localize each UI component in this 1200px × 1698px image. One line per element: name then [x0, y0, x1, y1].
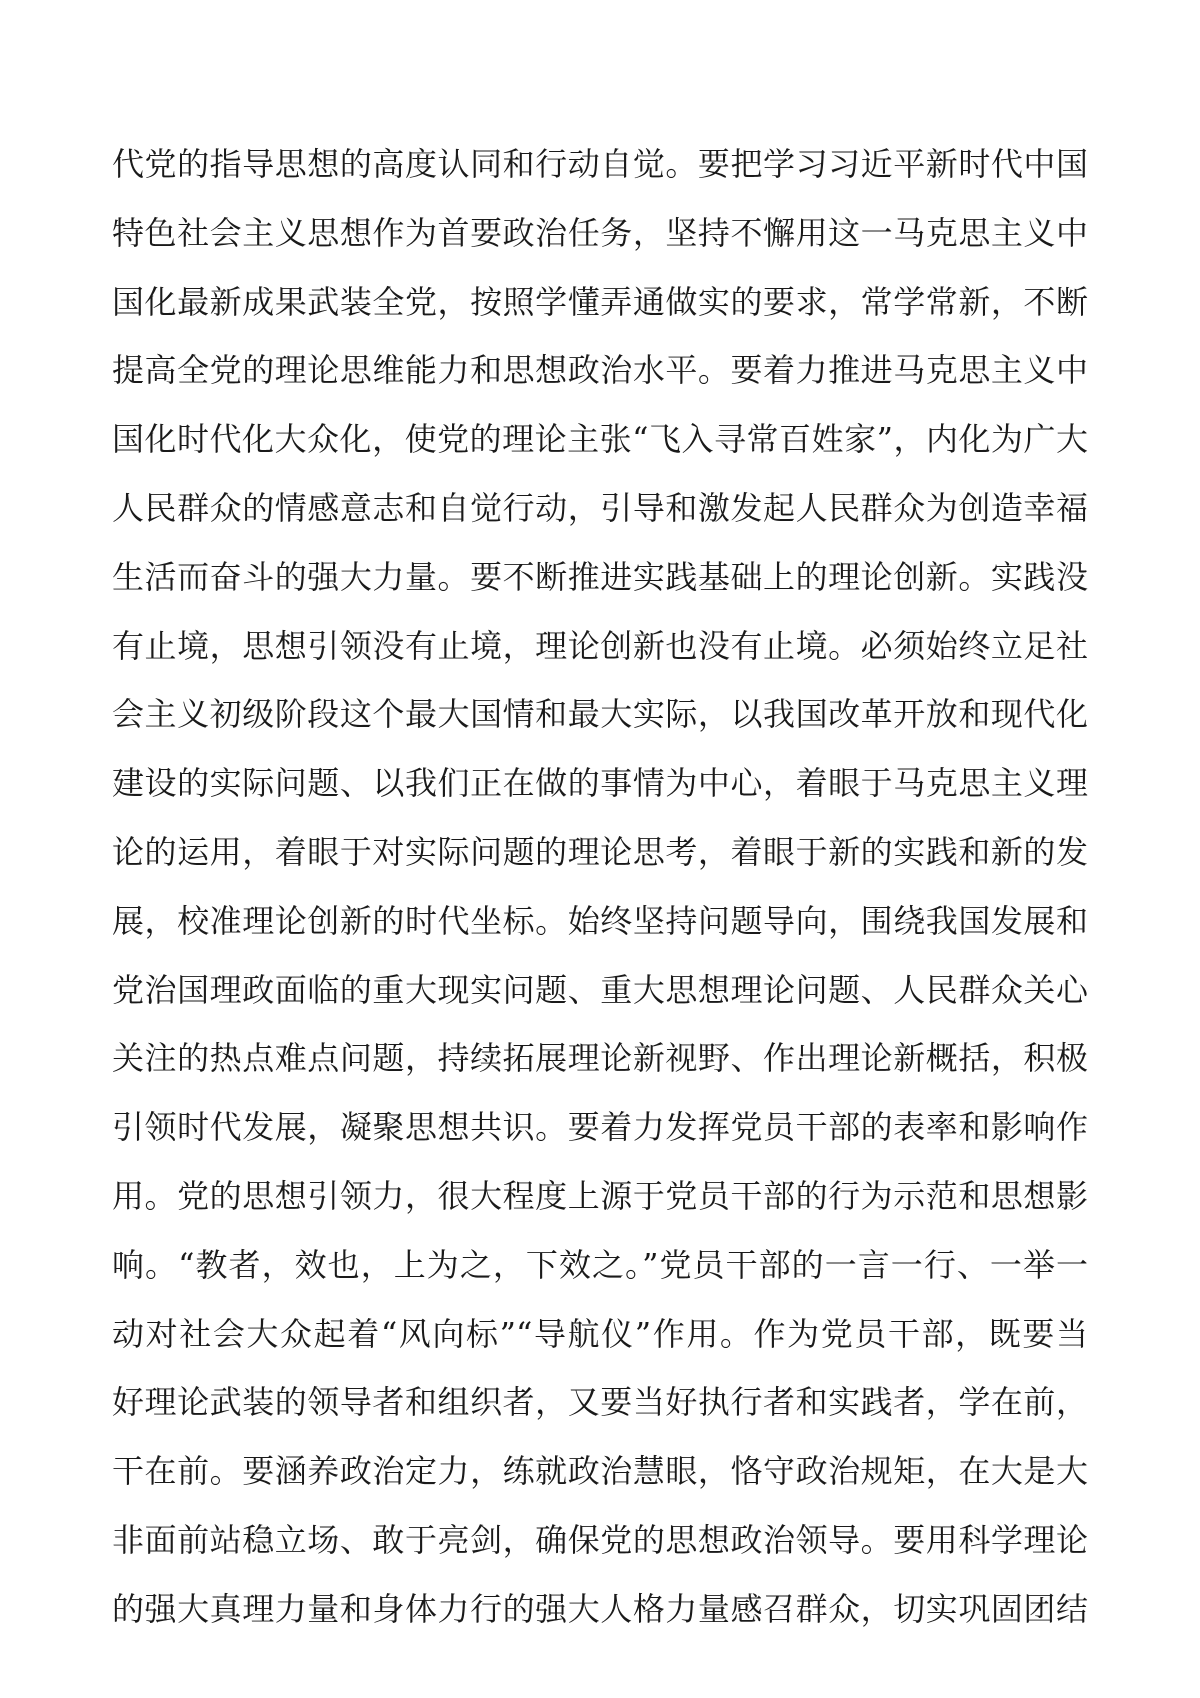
text-line: 非面前站稳立场、敢于亮剑，确保党的思想政治领导。要用科学理论: [112, 1520, 1088, 1559]
text-line: 人民群众的情感意志和自觉行动，引导和激发起人民群众为创造幸福: [112, 488, 1088, 527]
text-line: 的强大真理力量和身体力行的强大人格力量感召群众，切实巩固团结: [112, 1589, 1088, 1628]
text-line: 会主义初级阶段这个最大国情和最大实际，以我国改革开放和现代化: [112, 695, 1088, 734]
text-line: 论的运用，着眼于对实际问题的理论思考，着眼于新的实践和新的发: [112, 832, 1088, 871]
text-line: 特色社会主义思想作为首要政治任务，坚持不懈用这一马克思主义中: [112, 213, 1088, 252]
text-line: 响。“教者，效也，上为之，下效之。”党员干部的一言一行、一举一: [112, 1245, 1088, 1284]
text-line: 引领时代发展，凝聚思想共识。要着力发挥党员干部的表率和影响作: [112, 1108, 1088, 1147]
text-line: 关注的热点难点问题，持续拓展理论新视野、作出理论新概括，积极: [112, 1039, 1088, 1078]
text-line: 代党的指导思想的高度认同和行动自觉。要把学习习近平新时代中国: [112, 145, 1088, 183]
text-line: 生活而奋斗的强大力量。要不断推进实践基础上的理论创新。实践没: [112, 557, 1088, 596]
text-line: 提高全党的理论思维能力和思想政治水平。要着力推进马克思主义中: [112, 351, 1088, 390]
text-line: 国化时代化大众化，使党的理论主张“飞入寻常百姓家”，内化为广大: [112, 420, 1088, 459]
body-paragraph: [112, 130, 1088, 1644]
text-line: 好理论武装的领导者和组织者，又要当好执行者和实践者，学在前，: [112, 1383, 1088, 1422]
text-line: 展，校准理论创新的时代坐标。始终坚持问题导向，围绕我国发展和: [112, 901, 1088, 940]
text-line: 有止境，思想引领没有止境，理论创新也没有止境。必须始终立足社: [112, 626, 1088, 665]
text-line: 干在前。要涵养政治定力，练就政治慧眼，恪守政治规矩，在大是大: [112, 1452, 1088, 1491]
text-line: 建设的实际问题、以我们正在做的事情为中心，着眼于马克思主义理: [112, 764, 1088, 803]
text-line: 国化最新成果武装全党，按照学懂弄通做实的要求，常学常新，不断: [112, 282, 1088, 321]
text-line: 党治国理政面临的重大现实问题、重大思想理论问题、人民群众关心: [112, 970, 1088, 1009]
text-line: 用。党的思想引领力，很大程度上源于党员干部的行为示范和思想影: [112, 1176, 1088, 1215]
text-line: 动对社会大众起着“风向标”“导航仪”作用。作为党员干部，既要当: [112, 1314, 1088, 1353]
